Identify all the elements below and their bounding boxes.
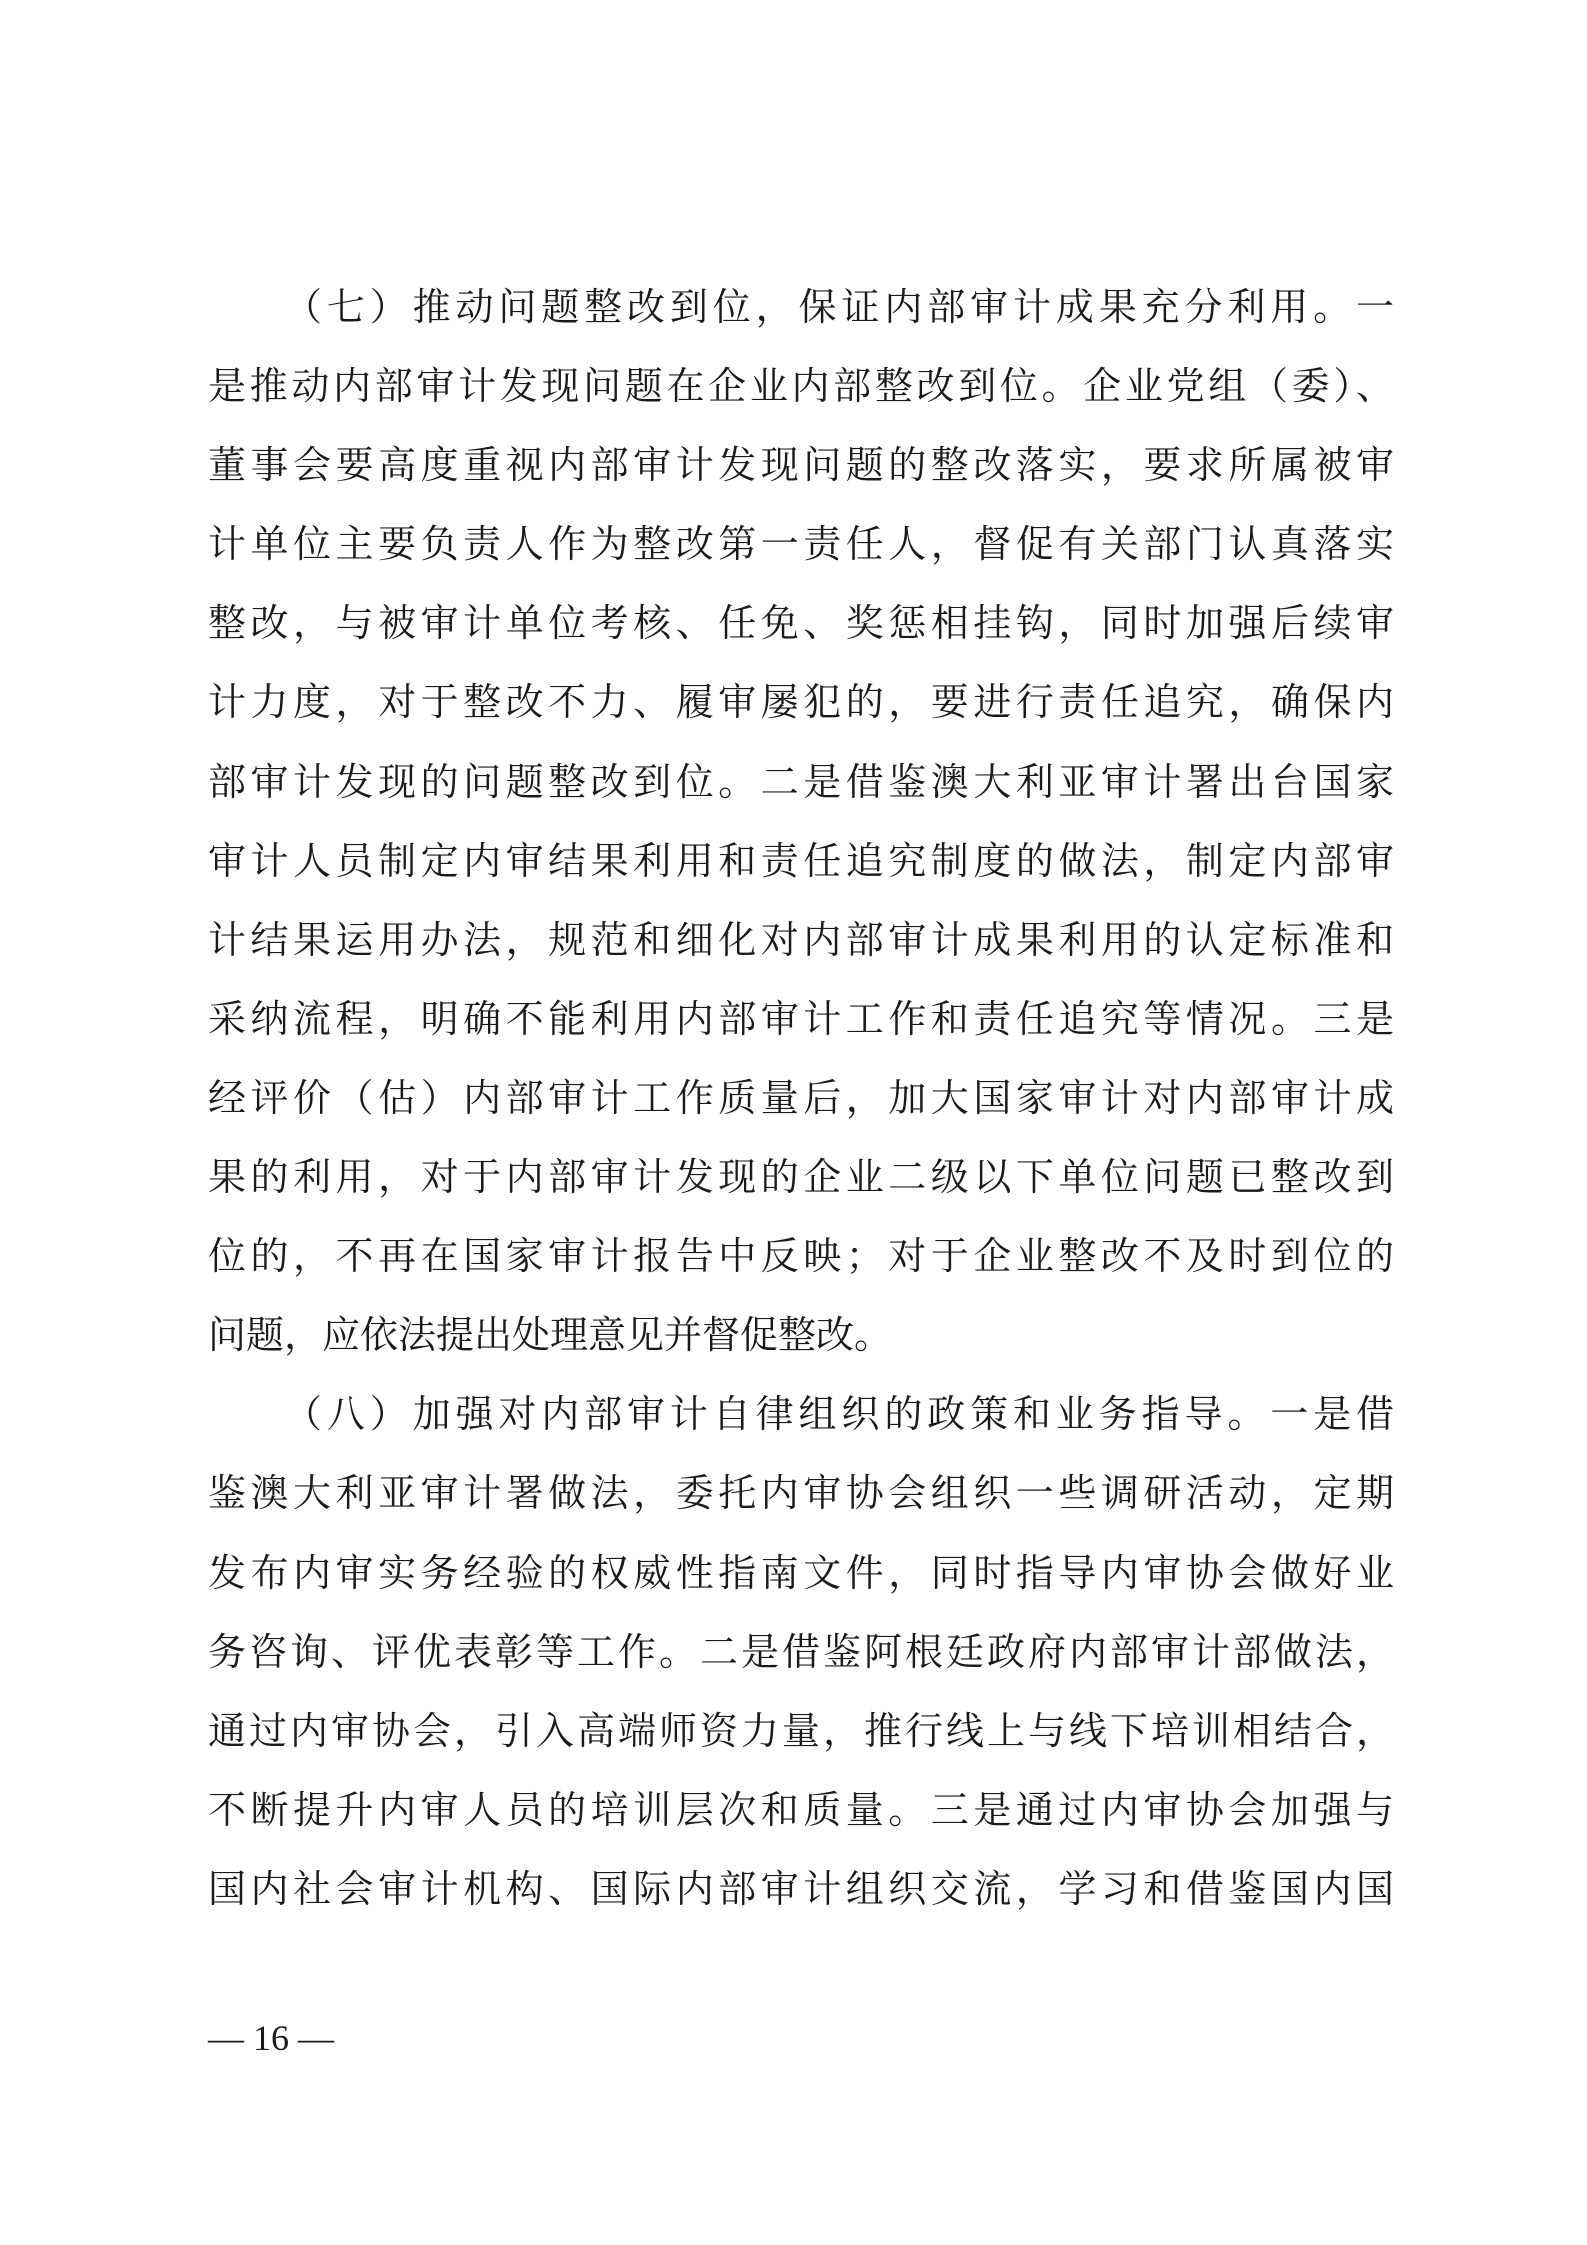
text-line: 董事会要高度重视内部审计发现问题的整改落实，要求所属被审 (208, 443, 1394, 488)
paragraph-7 (208, 268, 1394, 1375)
text-line: 国内社会审计机构、国际内部审计组织交流，学习和借鉴国内国 (208, 1866, 1394, 1911)
text-line: 通过内审协会，引入高端师资力量，推行线上与线下培训相结合， (208, 1708, 1394, 1753)
text-line: 问题，应依法提出处理意见并督促整改。 (208, 1313, 893, 1358)
page-number: — 16 — (208, 2018, 334, 2058)
text-line: 鉴澳大利亚审计署做法，委托内审协会组织一些调研活动，定期 (208, 1471, 1394, 1516)
text-line: 计力度，对于整改不力、履审屡犯的，要进行责任追究，确保内 (208, 680, 1394, 725)
text-line: 采纳流程，明确不能利用内部审计工作和责任追究等情况。三是 (208, 996, 1394, 1041)
body-text (208, 268, 1394, 1929)
text-line: （八）加强对内部审计自律组织的政策和业务指导。一是借 (284, 1392, 1394, 1437)
text-line: 审计人员制定内审结果利用和责任追究制度的做法，制定内部审 (208, 838, 1394, 883)
text-line: 经评价（估）内部审计工作质量后，加大国家审计对内部审计成 (208, 1075, 1394, 1120)
text-line: 发布内审实务经验的权威性指南文件，同时指导内审协会做好业 (208, 1550, 1394, 1595)
text-line: 是推动内部审计发现问题在企业内部整改到位。企业党组（委）、 (208, 364, 1394, 409)
text-line: 整改，与被审计单位考核、任免、奖惩相挂钩，同时加强后续审 (208, 601, 1394, 646)
text-line: 位的，不再在国家审计报告中反映；对于企业整改不及时到位的 (208, 1234, 1394, 1279)
text-line: 部审计发现的问题整改到位。二是借鉴澳大利亚审计署出台国家 (208, 759, 1394, 804)
text-line: 计结果运用办法，规范和细化对内部审计成果利用的认定标准和 (208, 917, 1394, 962)
paragraph-8 (208, 1375, 1394, 1929)
text-line: 果的利用，对于内部审计发现的企业二级以下单位问题已整改到 (208, 1155, 1394, 1200)
text-line: 不断提升内审人员的培训层次和质量。三是通过内审协会加强与 (208, 1787, 1394, 1832)
text-line: 计单位主要负责人作为整改第一责任人，督促有关部门认真落实 (208, 522, 1394, 567)
text-line: （七）推动问题整改到位，保证内部审计成果充分利用。一 (284, 285, 1394, 329)
text-line: 务咨询、评优表彰等工作。二是借鉴阿根廷政府内部审计部做法， (208, 1629, 1394, 1674)
